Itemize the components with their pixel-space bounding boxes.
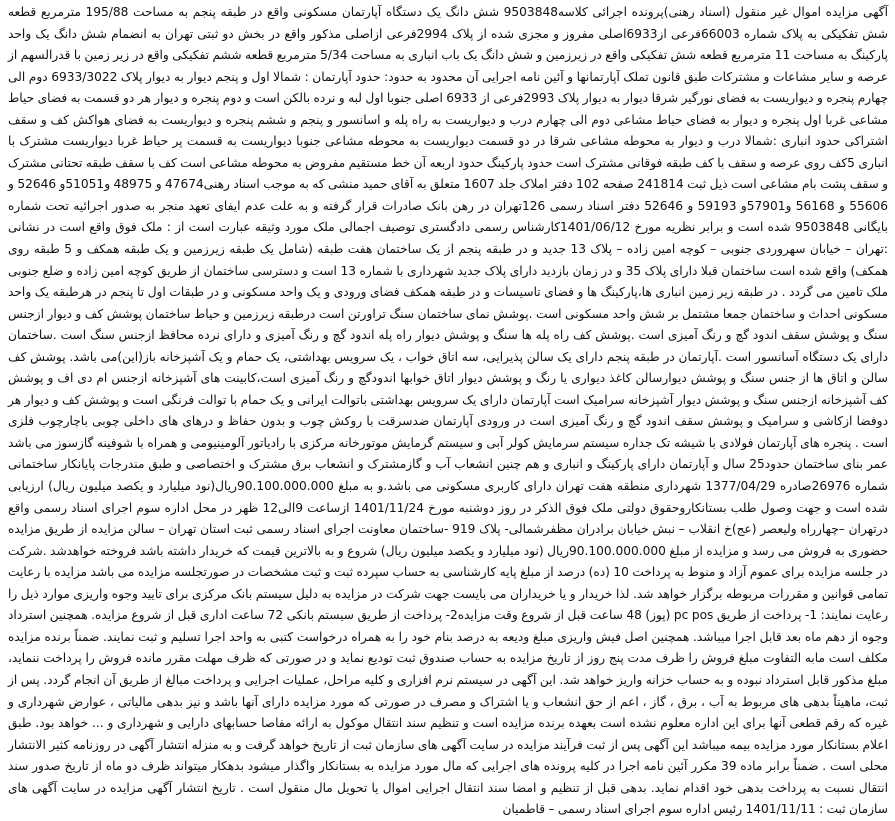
notice-body: آگهی مزایده اموال غیر منقول (اسناد رهنی)پرونده اجرائی کلاسه9503848 شش دانگ یک دستگاه آپارتمان مسکونی واقع در طبقه پنجم به مساحت 195/88 مترمربع قطعه شش تفکیکی به پلاک شماره 66003فرعی از6933اصلی مفروز و مجزی شده از پلاک 2994فرعی ازاصلی مذکور واقع در بخش دو ثبتی تهران به انضمام شش دانگ یک واحد پارکینگ به مساحت 11 مترمربع قطعه شش تفکیکی واقع در زیرزمین و شش دانگ یک باب انباری به مساحت 5/34 مترمربع قطعه ششم تفکیکی واقع در زیر زمین با قدرالسهم از عرصه و سایر مشاعات و مشترکات طبق قانون تملک آپارتمانها و آئین نامه اجرایی آن محدود به حدود: حدود آپارتمان : شمالا اول و پنجم دیوار به دیوار پلاک 6933/3022 دوم الی چهارم پنجره و دیواریست به فضای نورگیر شرقا دیوار به دیوار پلاک 2993فرعی از 6933 اصلی جنوبا اول لبه و نرده بالکن است و دوم پنجره و دیوار هر دو قسمت به فضای حیاط مشاعی غربا اول پنجره و دیوار به فضای حیاط مشاعی دوم الی چهارم درب و دیواریست به راه پله و اسانسور و پنجم و ششم پنجره و دیواریست به فضای هواکش کف و سقف اشتراکی حدود انباری :شمالا درب و دیوار به محوطه مشاعی شرقا در دو قسمت دیواریست به محوطه مشاعی جنوبا دیواریست به قسمت پر حیاط غربا دیواریست مشترک با انباری 5کف روی عرصه و سقف با کف طبقه فوقانی مشترک است حدود پارکینگ حدود اربعه آن خط مستقیم مفروض به محوطه مشاعی است کف با سقف طبقه تحتانی مشترک و سقف پشت بام مشاعی است ذیل ثبت 241814 صفحه 102 دفتر املاک جلد 1607 متعلق به آقای حمید منشی که به موجب اسناد رهنی47674 و 48975 و51051و 52646 و 55606 و 56168 و57901و 59193 و 52646 دفتر اسناد رسمی 126تهران در رهن بانک صادرات قرار گرفته و به علت عدم ایفای تعهد منجر به صدور اجرائیه تحت شماره بایگانی 9503848 شده است و برابر نظریه مورخ 1401/06/12کارشناس رسمی دادگستری توصیف اجمالی ملک مورد وثیقه عبارت است از : ملک فوق واقع است در نشانی :تهران – خیابان سهروردی جنوبی – کوچه امین زاده – پلاک 13 جدید و در طبقه پنجم از یک ساختمان هفت طبقه (شامل یک طبقه زیرزمین و یک طبقه همکف و 5 طبقه روی همکف) واقع شده است ساختمان قبلا دارای پلاک 35 و در زمان بازدید دارای پلاک جدید شهرداری با شماره 13 است و دسترسی ساختمان از طریق کوچه امین زاده و ضلع جنوبی ملک تامین می گردد . در طبقه زیر زمین انباری ها،پارکینگ ها و فضای تاسیسات و در طبقه همکف فضای ورودی و یک واحد مسکونی و در طبقات اول تا پنجم در هرطبقه یک واحد مسکونی احداث و ساختمان جمعا مشتمل بر شش واحد مسکونی است .پوشش نمای ساختمان سنگ تراورتن است درطبقه زیرزمین و حیاط ساختمان پوشش کف و دیوار ازجنس سنگ و پوشش سقف اندود گچ و رنگ آمیزی است .پوشش کف راه پله ها سنگ و پوشش دیوار راه پله اندود گچ و رنگ آمیزی و دارای نرده محافظ ازجنس سنگ است .ساختمان دارای یک دستگاه آسانسور است .آپارتمان در طبقه پنجم دارای یک سالن پذیرایی، سه اتاق خواب ، یک سرویس بهداشتی، یک حمام و یک آشپزخانه باز(این)می باشد. پوشش کف سالن و اتاق ها از جنس سنگ و پوشش دیوارسالن کاغذ دیواری یا رنگ و پوشش دیوار اتاق خوابها اندودگچ و رنگ آمیزی است،کابینت های آشپزخانه ازجنس ام دی اف و پوشش کف آشپزخانه ازجنس سنگ و پوشش دیوار آشپزخانه سرامیک است آپارتمان دارای یک سرویس بهداشتی باتوالت ایرانی و یک حمام با توالت فرنگی است و پوشش کف و دیوار هر دوفضا ازکاشی و سرامیک و پوشش سقف اندود گچ و رنگ آمیزی است در ورودی آپارتمان ضدسرقت با روکش چوب و بدون حفاظ و درهای های داخلی چوبی باچارچوب فلزی است . پنجره های آپارتمان فولادی با شیشه تک جداره سیستم سرمایش کولر آبی و سیستم گرمایش موتورخانه مرکزی با رادیاتور آلومینیومی و همراه با شوفینه گازسوز می باشد عمر بنای ساختمان حدود25 سال و آپارتمان دارای پارکینگ و انباری و هم چنین انشعاب آب و گازمشترک و انشعاب برق مشترک و اختصاصی و طبق مندرجات پایانکار ساختمانی شماره 26976صادره 1377/04/29 شهرداری منطقه هفت تهران دارای کاربری مسکونی می باشد.و به مبلغ 90.100.000.000ریال(نود میلیارد و یکصد میلیون ریال) ارزیابی شده است و جهت وصول طلب بستانکاروحقوق دولتی ملک فوق الذکر در روز دوشنبه مورخ 1401/11/24 ازساعت 9الی12 ظهر در محل اداره سوم اجرای اسناد رسمی واقع درتهران –چهارراه ولیعصر (عج)خ انقلاب – نبش خیابان برادران مظفرشمالی- پلاک 919 -ساختمان معاونت اجرای اسناد رسمی ثبت استان تهران – سالن مزایده از طریق مزایده حضوری به فروش می رسد و مزایده از مبلغ 90.100.000.000ریال (نود میلیارد و یکصد میلیون ریال) شروع و به بالاترین قیمت که خریدار داشته باشد فروخته خواهدشد .شرکت در جلسه مزایده برای عموم آزاد و منوط به پرداخت 10 (ده) درصد از مبلغ پایه کارشناسی به حساب سپرده ثبت و ثبت مشخصات در صورتجلسه مزایده می باشد مزایده با رعایت تمامی قوانین و مقررات مربوطه برگزار خواهد شد. لذا خریدار و یا خریداران می بایست جهت شرکت در مزایده به دلیل سیستم بانک مرکزی برای تایید وجوه واریزی موارد ذیل را رعایت نمایند: 1- پرداخت از طریق pc pos (پوز) 48 ساعت قبل از شروع وقت مزایده2- پرداخت از طریق سیستم بانکی 72 ساعت اداری قبل از شروع مزایده. همچنین استرداد وجوه از دهم ماه بعد قابل اجرا میباشد. همچنین اصل فیش واریزی مبلغ ودیعه به درصد بنام خود را به همراه درخواست کتبی به واحد اجرا تسلیم و ثبت نمایند. ضمناً برنده مزایده مکلف است مابه التفاوت مبلغ فروش را ظرف مدت پنج روز از تاریخ مزایده به حساب صندوق ثبت تودیع نماید و در صورتی که ظرف مهلت مقرر مانده فروش را پرداخت ننماید، مبلغ مذکور قابل استرداد نبوده و به حساب خزانه واریز خواهد شد. این آگهی در سیستم نرم افزاری و کلیه مراحل، عملیات اجرایی و پرداخت مبالغ از طریق آن انجام گردد. پس از ثبت، ماهیتاً بدهی های مربوط به آب ، برق ، گاز ، اعم از حق انشعاب و یا اشتراک و مصرف در صورتی که مورد مزایده دارای آنها باشد و نیز بدهی مالیاتی ، عوارض شهرداری و غیره که رقم قطعی آنها برای این اداره معلوم نشده است بعهده برنده مزایده است و تنظیم سند انتقال موکول به ارائه مفاصا حسابهای دارایی و شهرداری و ... خواهد بود. طبق اعلام بستانکار مورد مزایده بیمه میباشد این آگهی پس از ثبت فرآیند مزایده در سایت آگهی های سازمان ثبت از تاریخ خواهد گرفت و به منزله انتشار آگهی در روزنامه کثیر الانتشار محلی است . ضمناً برابر ماده 39 مکرر آئین نامه اجرا در کلیه پرونده های اجرایی که مال مورد مزایده به بستانکار واگذار میشود بدهکار میتواند ظرف دو ماه از تاریخ صدور سند انتقال نسبت به پرداخت بدهی خود اقدام نماید. بدهی قبل از تنظیم و امضا سند انتقال اجرایی اموال یا تحویل مال منقول است . تاریخ انتشار آگهی مزایده در سایت آگهی های سازمان ثبت : 1401/11/11 رئیس اداره سوم اجرای اسناد رسمی – قاطمیان [8,5,889,817]
auction-notice [6,0,890,817]
